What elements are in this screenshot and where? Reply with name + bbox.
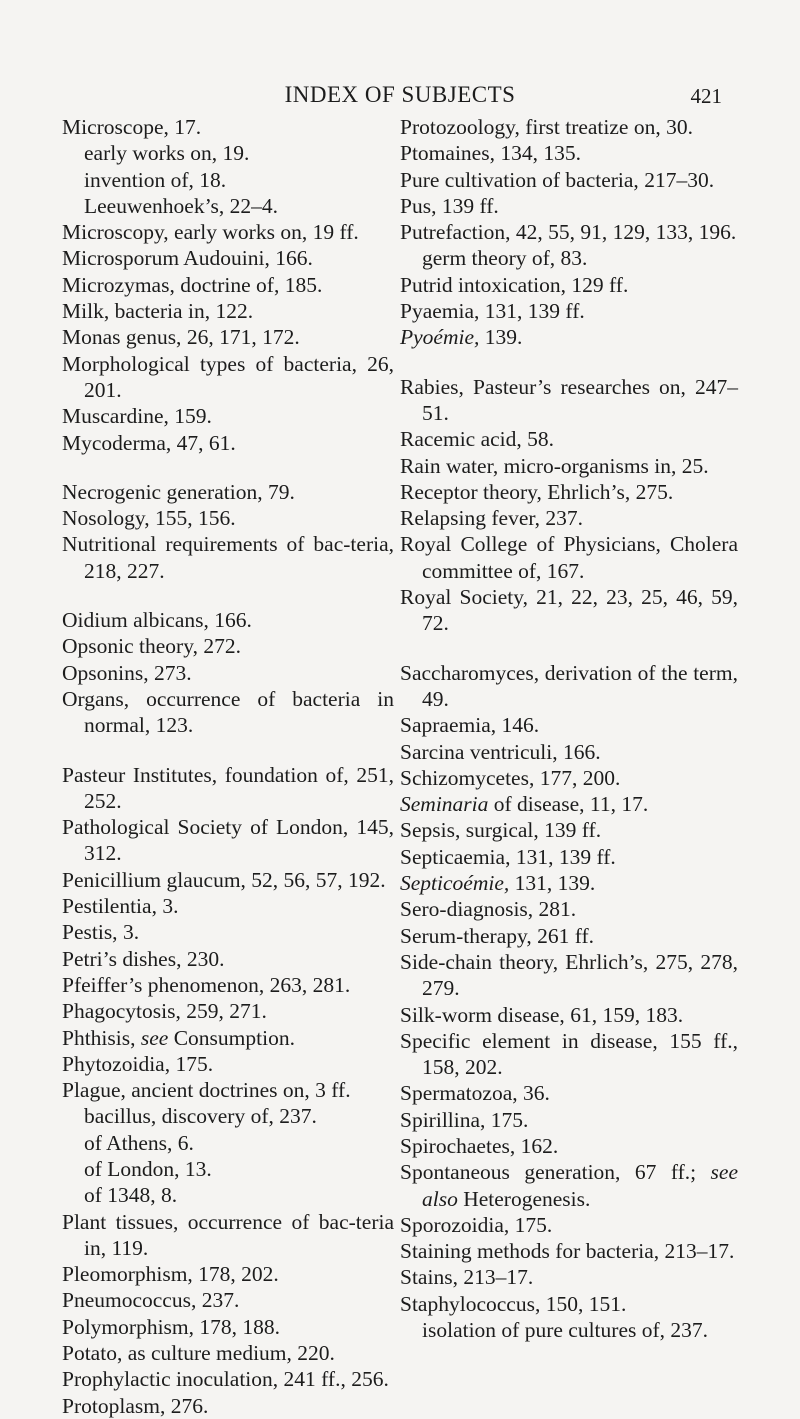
entry-page-refs: 145, 312. — [84, 815, 394, 866]
index-entry — [62, 351, 394, 404]
entry-term: Pyaemia, — [400, 299, 480, 324]
entry-term: Muscardine, — [62, 404, 169, 429]
entry-page-refs: 119. — [106, 1235, 149, 1260]
entry-page-refs: 241 ff., 256. — [278, 1367, 389, 1392]
index-entry — [62, 324, 394, 350]
entry-page-refs: 213–17. — [659, 1239, 735, 1264]
entry-page-refs: 263, 281. — [264, 972, 351, 997]
index-entry — [62, 1261, 394, 1287]
entry-page-refs: 30. — [660, 115, 693, 139]
entry-page-refs: 22–4. — [224, 193, 279, 218]
index-entry — [400, 1238, 738, 1264]
entry-page-refs: 139. — [479, 325, 523, 350]
cross-reference-target: Heterogenesis. — [457, 1186, 591, 1211]
entry-term: Pfeiffer’s phenomenon, — [62, 972, 265, 997]
entry-term: Septicaemia, — [400, 844, 511, 869]
entry-page-refs: 275. — [630, 479, 674, 504]
index-entry — [62, 1077, 394, 1103]
entry-term: Leeuwenhoek’s, — [84, 193, 225, 218]
index-entry — [400, 531, 738, 584]
entry-term: Plague, ancient doctrines on, — [62, 1078, 310, 1103]
index-entry — [400, 1002, 738, 1028]
entry-term: Oidium albicans, — [62, 608, 209, 633]
entry-term: Specific element in disease, — [400, 1028, 658, 1053]
index-entry — [400, 1212, 738, 1238]
entry-page-refs: 42, 55, 91, 129, 133, 196. — [510, 220, 737, 245]
entry-term: Microzymas, doctrine of, — [62, 272, 280, 297]
index-entry — [62, 1393, 394, 1419]
entry-term: Polymorphism, — [62, 1314, 195, 1339]
entry-page-refs: 218, 227. — [84, 558, 165, 583]
entry-term: Stains, — [400, 1265, 458, 1290]
index-entry — [400, 844, 738, 870]
index-column-right — [400, 114, 738, 1343]
index-entry — [400, 272, 738, 298]
entry-page-refs: 150, 151. — [540, 1291, 627, 1316]
entry-page-refs: 166. — [269, 246, 313, 271]
entry-page-refs: 237. — [540, 506, 584, 531]
entry-term: Pasteur Institutes, foundation of, — [62, 762, 349, 787]
index-entry — [62, 1287, 394, 1313]
index-entry — [62, 633, 394, 659]
entry-page-refs: 25. — [676, 453, 709, 478]
index-entry — [400, 660, 738, 713]
entry-term: Plant tissues, occurrence of bac-teria in, — [62, 1209, 394, 1260]
letter-group-gap — [62, 456, 394, 479]
entry-term: of London, — [84, 1156, 180, 1181]
entry-term: Spermatozoa, — [400, 1081, 518, 1106]
entry-page-refs: 139 ff. — [538, 818, 602, 843]
entry-page-refs: 49. — [422, 686, 449, 711]
entry-page-refs: 52, 56, 57, 192. — [245, 867, 386, 892]
entry-term: Sero-diagnosis, — [400, 897, 534, 922]
index-entry — [62, 762, 394, 815]
index-entry — [62, 998, 394, 1024]
index-entry — [400, 791, 738, 817]
entry-page-refs: 159. — [168, 404, 212, 429]
entry-page-refs: 129 ff. — [566, 272, 629, 297]
index-entry — [62, 1314, 394, 1340]
index-entry — [400, 1264, 738, 1290]
index-entry — [62, 298, 394, 324]
index-entry — [62, 660, 394, 686]
entry-page-refs: 19 ff. — [307, 220, 359, 245]
index-entry — [400, 114, 738, 140]
entry-term: Side-chain theory, Ehrlich’s, — [400, 949, 649, 974]
entry-term: of 1348, — [84, 1183, 156, 1208]
entry-page-refs: 237. — [665, 1318, 709, 1343]
entry-page-refs: 26, 201. — [84, 351, 395, 402]
entry-term: Microscopy, early works on, — [62, 220, 308, 245]
entry-term: Staphylococcus, — [400, 1291, 541, 1316]
entry-page-refs: 47, 61. — [171, 430, 236, 455]
entry-page-refs: 6. — [172, 1130, 194, 1155]
entry-term: Rabies, Pasteur’s researches on, — [400, 374, 686, 399]
index-entry — [400, 167, 738, 193]
index-entry — [62, 867, 394, 893]
entry-page-refs: 61, 159, 183. — [564, 1002, 684, 1027]
letter-group-gap — [400, 351, 738, 374]
index-subentry — [62, 193, 394, 219]
index-entry — [400, 453, 738, 479]
entry-page-refs: 261 ff. — [531, 923, 595, 948]
entry-page-refs: 67 ff.; — [620, 1160, 697, 1185]
entry-term: Receptor theory, Ehrlich’s, — [400, 479, 631, 504]
entry-page-refs: 275, 278, 279. — [422, 949, 738, 1001]
entry-term: Spontaneous generation, — [400, 1160, 621, 1185]
entry-page-refs: 166. — [557, 739, 601, 764]
index-entry — [400, 140, 738, 166]
index-entry — [62, 1025, 394, 1051]
entry-page-refs: 259, 271. — [180, 999, 267, 1024]
entry-page-refs: 134, 135. — [494, 141, 581, 166]
entry-term: Seminaria — [400, 792, 489, 817]
entry-page-refs: 131, 139 ff. — [510, 844, 616, 869]
index-entry — [400, 896, 738, 922]
entry-term: Mycoderma, — [62, 430, 172, 455]
entry-term: Saccharomyces, derivation of the term, — [400, 660, 738, 685]
entry-term: Prophylactic inoculation, — [62, 1367, 279, 1392]
index-entry — [400, 505, 738, 531]
entry-term: isolation of pure cultures of, — [422, 1318, 666, 1343]
index-entry — [400, 1107, 738, 1133]
index-entry — [62, 430, 394, 456]
see-reference-label: see also — [422, 1160, 739, 1211]
entry-term: Phytozoidia, — [62, 1051, 171, 1076]
entry-term: Rain water, micro-organisms in, — [400, 453, 677, 478]
page-header — [0, 82, 800, 112]
entry-page-refs: 3. — [117, 920, 140, 945]
index-subentry — [62, 1156, 394, 1182]
index-subentry — [62, 1182, 394, 1208]
entry-term: Penicillium glaucum, — [62, 867, 246, 892]
entry-page-refs: 131, 139 ff. — [479, 299, 585, 324]
index-entry — [62, 893, 394, 919]
index-entry — [62, 1209, 394, 1262]
entry-page-refs: 276. — [165, 1393, 209, 1418]
index-entry — [62, 1051, 394, 1077]
entry-page-refs: 167. — [541, 558, 585, 583]
index-entry — [400, 739, 738, 765]
entry-page-refs: 281. — [533, 897, 577, 922]
index-entry — [400, 1028, 738, 1081]
index-entry — [400, 1133, 738, 1159]
index-entry — [400, 765, 738, 791]
entry-page-refs: 155, 156. — [149, 506, 236, 531]
entry-page-refs: 247–51. — [422, 374, 739, 425]
index-entry — [62, 245, 394, 271]
entry-term: Phthisis, — [62, 1025, 136, 1050]
entry-term: Monas genus, — [62, 325, 182, 350]
entry-page-refs: 123. — [150, 713, 194, 738]
entry-term: Septicoémie, — [400, 871, 510, 896]
entry-page-refs: 185. — [279, 272, 323, 297]
entry-term: Sepsis, surgical, — [400, 818, 539, 843]
entry-term: germ theory of, — [422, 246, 556, 271]
index-entry — [62, 1366, 394, 1392]
entry-page-refs: 251, 252. — [84, 762, 394, 813]
entry-term: Racemic acid, — [400, 427, 522, 452]
index-entry — [400, 374, 738, 427]
entry-term: Pyoémie, — [400, 325, 480, 350]
index-subentry — [62, 1130, 394, 1156]
entry-page-refs: 237. — [196, 1288, 240, 1313]
entry-term: Pus, — [400, 193, 437, 218]
entry-page-refs: 178, 188. — [194, 1314, 281, 1339]
entry-term: Sporozoidia, — [400, 1212, 510, 1237]
entry-page-refs: 175. — [485, 1107, 529, 1132]
entry-term: Pestis, — [62, 920, 118, 945]
entry-term: Spirochaetes, — [400, 1133, 516, 1158]
entry-term: Milk, bacteria in, — [62, 299, 211, 324]
entry-page-refs: 3 ff. — [309, 1078, 351, 1103]
entry-page-refs: 230. — [181, 946, 225, 971]
entry-page-refs: 175. — [170, 1051, 214, 1076]
index-entry — [62, 531, 394, 584]
entry-page-refs: 19. — [217, 141, 250, 166]
entry-term: Opsonins, — [62, 660, 149, 685]
entry-page-refs: 166. — [208, 608, 252, 633]
entry-page-refs: 175. — [509, 1212, 553, 1237]
page-number: 421 — [690, 84, 722, 108]
entry-page-refs: 58. — [521, 427, 555, 452]
letter-group-gap — [62, 584, 394, 607]
entry-page-refs: 8. — [155, 1183, 178, 1208]
entry-term: Necrogenic generation, — [62, 479, 263, 504]
entry-term: Schizomycetes, — [400, 765, 535, 790]
index-entry — [62, 972, 394, 998]
entry-term: Organs, occurrence of bacteria in normal, — [62, 686, 394, 738]
index-entry — [62, 219, 394, 245]
entry-term: Sapraemia, — [400, 713, 497, 738]
entry-page-refs: 162. — [515, 1133, 559, 1158]
entry-page-refs: 213–17. — [457, 1265, 534, 1290]
entry-page-refs: 3. — [156, 894, 179, 919]
entry-term: Microsporum Audouini, — [62, 246, 270, 271]
entry-term: Putrid intoxication, — [400, 272, 567, 297]
entry-term: Serum-therapy, — [400, 923, 532, 948]
entry-page-refs: 272. — [197, 634, 241, 659]
entry-page-refs: 83. — [555, 246, 588, 271]
index-entry — [400, 324, 738, 350]
index-subentry — [400, 1317, 738, 1343]
entry-term: Morphological types of bacteria, — [62, 351, 357, 376]
entry-term: Potato, as culture medium, — [62, 1341, 292, 1366]
entry-term: Pathological Society of London, — [62, 815, 349, 840]
index-entry — [62, 607, 394, 633]
entry-page-refs: 177, 200. — [534, 765, 621, 790]
entry-term: Phagocytosis, — [62, 999, 181, 1024]
entry-page-refs: 220. — [291, 1341, 335, 1366]
index-entry — [400, 1080, 738, 1106]
entry-term: of Athens, — [84, 1130, 173, 1155]
index-subentry — [400, 245, 738, 271]
entry-term: early works on, — [84, 141, 218, 166]
entry-page-refs: 237. — [273, 1104, 317, 1129]
index-entry — [400, 1291, 738, 1317]
entry-page-refs: of disease, 11, 17. — [488, 792, 649, 817]
entry-term: Relapsing fever, — [400, 506, 541, 531]
index-subentry — [62, 167, 394, 193]
entry-page-refs: 273. — [148, 660, 192, 685]
entry-page-refs: 13. — [179, 1156, 212, 1181]
letter-group-gap — [400, 637, 738, 660]
index-entry — [62, 479, 394, 505]
index-subentry — [62, 140, 394, 166]
entry-term: Royal Society, — [400, 585, 528, 610]
index-entry — [62, 919, 394, 945]
index-entry — [400, 923, 738, 949]
entry-term: Spirillina, — [400, 1107, 486, 1132]
entry-page-refs: 155 ff., 158, 202. — [422, 1028, 738, 1080]
index-entry — [400, 949, 738, 1002]
index-entry — [400, 584, 738, 637]
entry-page-refs: 18. — [193, 167, 227, 192]
index-entry — [62, 946, 394, 972]
index-entry — [400, 479, 738, 505]
entry-page-refs: 79. — [262, 479, 295, 504]
entry-term: invention of, — [84, 167, 194, 192]
see-reference-label: see — [135, 1025, 169, 1050]
entry-term: Opsonic theory, — [62, 634, 198, 659]
entry-term: Microscope, — [62, 115, 169, 139]
running-head: INDEX OF SUBJECTS — [284, 82, 516, 107]
letter-group-gap — [62, 739, 394, 762]
index-entry — [400, 870, 738, 896]
entry-page-refs: 21, 22, 23, 25, 46, 59, 72. — [422, 585, 739, 636]
index-entry — [62, 505, 394, 531]
entry-term: Nutritional requirements of bac-teria, — [62, 532, 394, 557]
entry-term: Nosology, — [62, 506, 150, 531]
entry-page-refs: 217–30. — [638, 167, 715, 192]
entry-page-refs: 139 ff. — [436, 193, 499, 218]
index-entry — [62, 272, 394, 298]
index-entry — [400, 712, 738, 738]
entry-term: Staining methods for bacteria, — [400, 1239, 660, 1264]
entry-page-refs: 17. — [168, 115, 202, 139]
entry-page-refs: 36. — [517, 1081, 550, 1106]
entry-term: Protozoology, first treatize on, — [400, 115, 661, 139]
cross-reference-target: Consumption. — [168, 1025, 295, 1050]
entry-term: Putrefaction, — [400, 220, 511, 245]
entry-term: Petri’s dishes, — [62, 946, 182, 971]
entry-page-refs: 178, 202. — [192, 1262, 279, 1287]
entry-page-refs: 122. — [210, 299, 254, 324]
index-entry — [400, 817, 738, 843]
index-column-left — [62, 114, 394, 1419]
entry-term: Pestilentia, — [62, 894, 157, 919]
index-entry — [400, 426, 738, 452]
index-entry — [400, 219, 738, 245]
index-entry — [62, 814, 394, 867]
entry-term: Pure cultivation of bacteria, — [400, 167, 639, 192]
entry-term: Pleomorphism, — [62, 1262, 193, 1287]
entry-page-refs: 146. — [496, 713, 540, 738]
entry-term: Ptomaines, — [400, 141, 495, 166]
entry-term: Silk-worm disease, — [400, 1002, 565, 1027]
entry-term: Protoplasm, — [62, 1393, 166, 1418]
index-entry — [400, 193, 738, 219]
entry-term: Royal College of Physicians, Cholera committee of, — [400, 532, 738, 583]
entry-term: bacillus, discovery of, — [84, 1104, 274, 1129]
index-entry — [62, 114, 394, 140]
entry-page-refs: 26, 171, 172. — [181, 325, 300, 350]
entry-page-refs: 131, 139. — [509, 871, 596, 896]
index-entry — [400, 1159, 738, 1212]
index-subentry — [62, 1103, 394, 1129]
entry-term: Pneumococcus, — [62, 1288, 197, 1313]
index-entry — [62, 1340, 394, 1366]
index-entry — [62, 686, 394, 739]
entry-term: Sarcina ventriculi, — [400, 739, 558, 764]
index-entry — [400, 298, 738, 324]
index-entry — [62, 403, 394, 429]
